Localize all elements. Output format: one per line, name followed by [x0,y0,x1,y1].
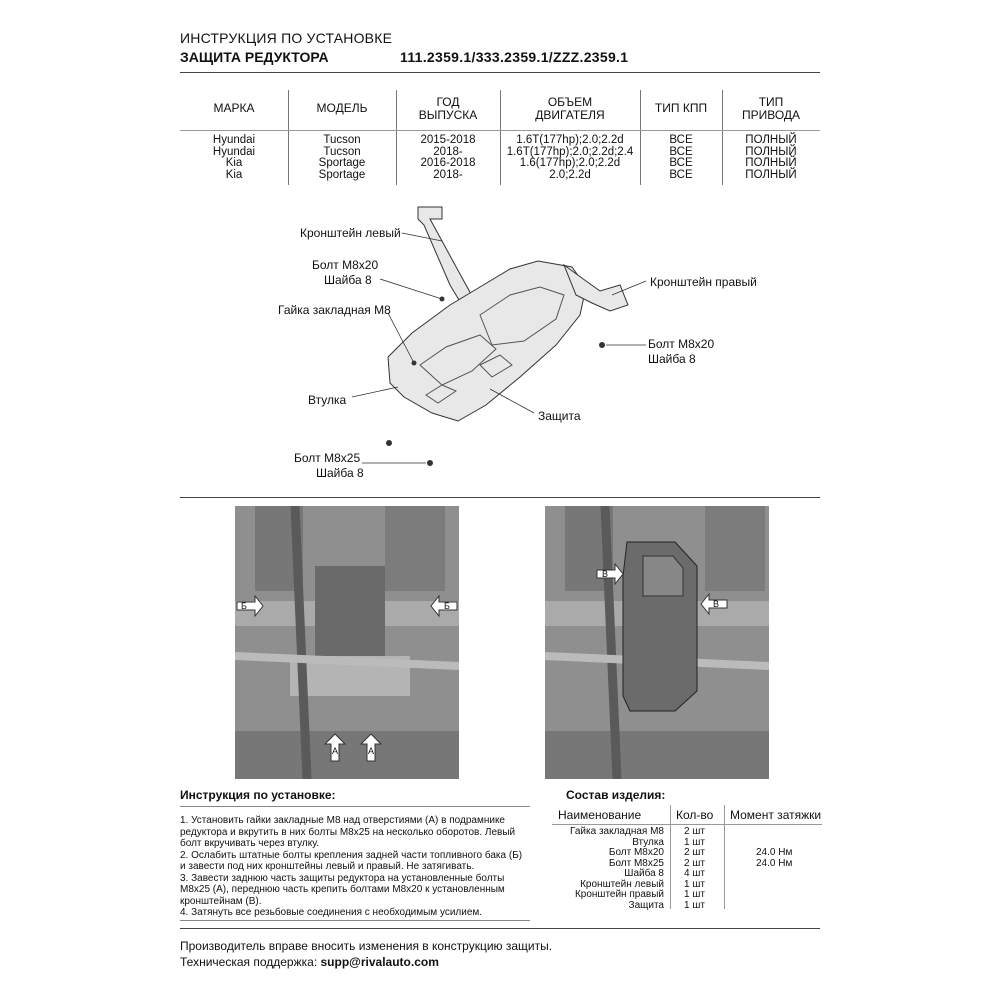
label-bolt-m8x25: Болт М8х25 [294,451,361,465]
component-name: Гайка закладная М8 [570,826,664,837]
table-row [552,869,822,880]
cell-gearbox: ВСЕ [669,157,693,169]
cell-model: Sportage [318,168,366,181]
components-header [552,805,822,825]
photo-after [545,506,769,779]
component-qty: 1 шт [684,899,705,911]
header-rule [180,72,820,73]
cell-engine: 1.6T(177hp);2.0;2.2d;2.4 [506,145,634,158]
components-header-rule [552,824,822,825]
bracket-left-part [418,207,476,305]
cell-engine: 1.6(177hp);2.0;2.2d [519,157,621,169]
label-bracket-right: Кронштейн правый [650,275,757,289]
cell-drive: ПОЛНЫЙ [745,134,797,146]
document-title: ИНСТРУКЦИЯ ПО УСТАНОВКЕ [180,30,393,46]
instructions-steps [180,815,530,919]
bolt-rear-a [386,440,392,446]
component-name: Шайба 8 [624,868,664,879]
exploded-diagram-drawing [180,195,820,495]
components-table [552,805,822,909]
label-guard: Защита [538,409,581,423]
cell-drive: ПОЛНЫЙ [745,168,797,181]
bolt-rear-b [427,460,433,466]
component-name: Защита [628,899,664,911]
document-subtitle: ЗАЩИТА РЕДУКТОРА [180,49,329,65]
label-bolt-m8x20-right: Болт М8х20 [648,337,715,351]
spec-header-model: МОДЕЛЬ [316,101,368,115]
spec-header-brand: МАРКА [213,101,255,115]
table-row [552,848,822,859]
table-row [180,170,820,182]
section-rule [180,497,820,498]
cell-brand: Hyundai [212,145,256,158]
support-label: Техническая поддержка: [180,955,321,969]
component-torque: 24.0 Нм [756,857,793,869]
component-qty: 2 шт [684,857,705,869]
spec-header-year: ГОД ВЫПУСКА [418,94,478,122]
table-row [552,901,822,912]
component-name: Болт М8х20 [608,847,664,858]
marker-v-left: B [602,569,609,579]
component-torque: 24.0 Нм [756,847,793,858]
label-washer-left: Шайба 8 [324,273,372,287]
table-row [552,890,822,901]
cell-gearbox: ВСЕ [669,145,693,158]
cell-model: Tucson [323,134,361,146]
cell-drive: ПОЛНЫЙ [745,145,797,158]
table-row [180,158,820,170]
cell-gearbox: ВСЕ [669,134,693,146]
component-qty: 2 шт [684,847,705,858]
components-header-torque: Момент затяжки [730,808,822,822]
component-qty: 1 шт [684,889,705,900]
table-row [552,827,822,838]
cell-gearbox: ВСЕ [669,168,693,181]
table-header-rule [180,130,820,131]
cell-year: 2015-2018 [420,134,476,146]
instruction-step: 2. Ослабить штатные болты крепления задней части топливного бака (Б) и завести под них кронштейны левый и правый. Не затягивать. [180,849,523,872]
spec-header-engine: ОБЪЕМ ДВИГАТЕЛЯ [535,94,605,122]
components-header-qty: Кол-во [676,808,714,822]
cell-drive: ПОЛНЫЙ [745,157,797,169]
label-washer-right: Шайба 8 [648,352,696,366]
exploded-diagram [180,195,820,495]
product-codes: 111.2359.1/333.2359.1/ZZZ.2359.1 [400,49,629,65]
instructions-title: Инструкция по установке: [180,788,336,802]
cell-brand: Kia [225,168,243,181]
photo-after-drawing [545,506,769,779]
footer-rule [180,928,820,929]
instruction-step: 4. Затянуть все резьбовые соединения с необходимым усилием. [180,907,483,918]
cell-year: 2018- [433,145,463,158]
spec-table [180,87,820,187]
cell-model: Tucson [323,145,361,158]
instruction-step: 3. Завести заднюю часть защиты редуктора на установленные болты М8х25 (А), переднюю часть крепить болтами М8х20 к установленным кронштейнам (В). [180,872,505,907]
table-row [180,135,820,147]
spec-header-drive: ТИП ПРИВОДА [741,94,801,122]
photo-before [235,506,459,779]
component-qty: 4 шт [684,868,705,879]
cell-engine: 2.0;2.2d [549,168,591,181]
marker-b-right: Б [444,601,450,611]
component-name: Кронштейн правый [574,889,664,900]
label-bolt-m8x20-left: Болт М8х20 [312,258,379,272]
marker-b-left: Б [241,601,247,611]
support-line [180,955,439,969]
marker-a-left: A [332,746,339,756]
label-nut: Гайка закладная М8 [278,303,391,317]
component-qty: 1 шт [684,836,705,848]
cell-year: 2018- [433,168,463,181]
bolt-right [599,342,605,348]
component-qty: 1 шт [684,878,705,890]
label-washer-rear: Шайба 8 [316,466,364,480]
manufacturer-notice: Производитель вправе вносить изменения в конструкцию защиты. [180,939,553,953]
component-name: Втулка [632,836,664,848]
cell-brand: Hyundai [212,134,256,146]
instruction-step: 1. Установить гайки закладные М8 над отверстиями (А) в подрамнике редуктора и вкрутить в них болты М8х25 на несколько оборотов. Левый болт вкручивать через втулку. [180,815,516,849]
photo-before-drawing [235,506,459,779]
cell-brand: Kia [225,157,243,169]
table-row [180,147,820,159]
support-email-link[interactable]: supp@rivalauto.com [320,955,439,969]
component-name: Кронштейн левый [580,878,664,890]
marker-v-right: B [713,599,720,609]
components-header-name: Наименование [558,808,642,822]
spec-table-body [180,135,820,181]
cell-engine: 1.6T(177hp);2.0;2.2d [516,134,624,146]
components-title: Состав изделия: [566,788,666,802]
label-bushing: Втулка [308,393,347,407]
spec-header-gearbox: ТИП КПП [654,101,708,115]
cell-year: 2016-2018 [420,157,476,169]
component-qty: 2 шт [684,826,705,837]
component-name: Болт М8х25 [608,857,664,869]
marker-a-right: A [368,746,375,756]
label-bracket-left: Кронштейн левый [300,226,401,240]
cell-model: Sportage [318,157,366,169]
